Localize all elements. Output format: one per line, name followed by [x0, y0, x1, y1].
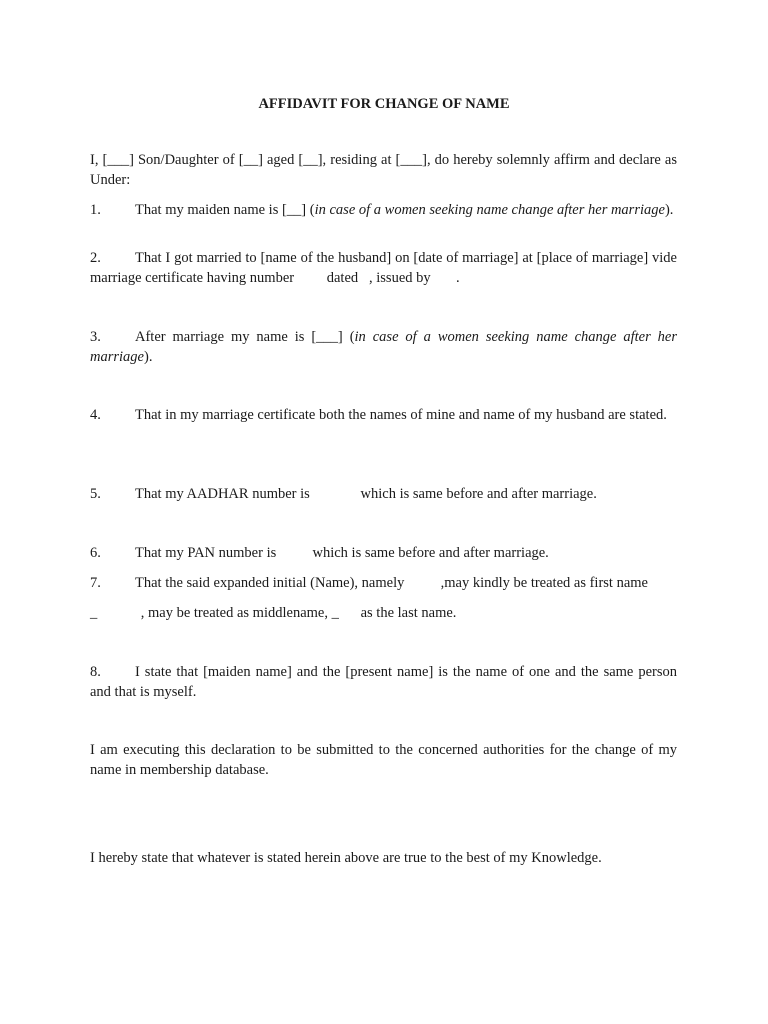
clause-text: That my AADHAR number is which is same before and after marriage.: [135, 486, 597, 502]
clause-number: 8.: [90, 664, 101, 680]
clause-3: [90, 328, 677, 367]
clause-text: That in my marriage certificate both the names of mine and name of my husband are stated.: [135, 407, 667, 423]
clause-text: That my maiden name is [__] (: [135, 202, 315, 218]
clause-2: [90, 249, 677, 288]
declaration-paragraph: I am executing this declaration to be submitted to the concerned authorities for the change of my name in membership database.: [90, 742, 677, 778]
clause-7-continued: [90, 604, 677, 624]
clause-number: 1.: [90, 202, 101, 218]
clause-text: I state that [maiden name] and the [present name] is the name of one and the same person and that is myself.: [90, 664, 677, 700]
clause-italic-note: in case of a women seeking name change after her marriage: [90, 329, 678, 365]
clause-number: 2.: [90, 250, 101, 266]
clause-number: 7.: [90, 575, 101, 591]
clause-4: [90, 406, 677, 426]
clause-5: [90, 485, 677, 505]
clause-7: [90, 574, 677, 594]
clause-number: 5.: [90, 486, 101, 502]
blank-marker: _ , may be treated as middlename, _ as the last name.: [90, 605, 457, 621]
clause-1: [90, 201, 677, 221]
clause-number: 3.: [90, 329, 101, 345]
clause-6: [90, 544, 677, 564]
clause-text: After marriage my name is [___] (: [135, 329, 355, 345]
clause-number: 4.: [90, 407, 101, 423]
clause-text: That the said expanded initial (Name), namely ,may kindly be treated as first name: [135, 575, 648, 591]
truth-statement: I hereby state that whatever is stated herein above are true to the best of my Knowledge.: [90, 850, 602, 866]
intro-paragraph: I, [___] Son/Daughter of [__] aged [__], residing at [___], do hereby solemnly affirm and declare as Under:: [90, 152, 677, 188]
clause-text: That I got married to [name of the husband] on [date of marriage] at [place of marriage] vide marriage certificate having number dated , issued by .: [90, 250, 677, 286]
clause-8: [90, 663, 677, 702]
document-title: AFFIDAVIT FOR CHANGE OF NAME: [258, 96, 510, 112]
clause-text: That my PAN number is which is same before and after marriage.: [135, 545, 549, 561]
clause-end: ).: [143, 348, 153, 365]
clause-number: 6.: [90, 545, 101, 561]
clause-end: ).: [664, 202, 674, 218]
clause-italic-note: in case of a women seeking name change after her marriage: [314, 202, 665, 218]
